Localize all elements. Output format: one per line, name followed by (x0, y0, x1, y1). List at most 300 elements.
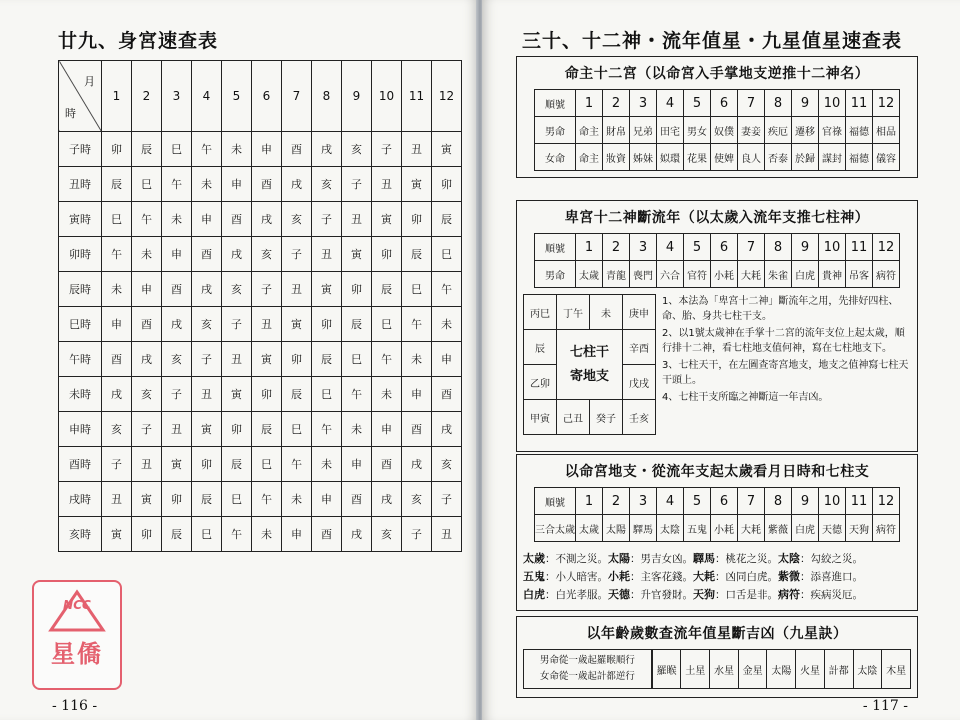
branch-cell: 寅 (312, 272, 342, 307)
branch-cell: 申 (102, 307, 132, 342)
branch-cell: 子 (132, 412, 162, 447)
order-number: 11 (846, 90, 873, 117)
san-he-table (534, 487, 900, 542)
female-palace-cell: 於歸 (792, 144, 819, 171)
branch-cell: 申 (282, 517, 312, 552)
branch-cell: 未 (432, 307, 462, 342)
hour-label: 未時 (59, 377, 102, 412)
branch-cell: 巳 (222, 482, 252, 517)
branch-cell: 卯 (372, 237, 402, 272)
branch-cell: 酉 (432, 377, 462, 412)
branch-cell: 子 (162, 377, 192, 412)
branch-cell: 子 (342, 167, 372, 202)
section-ming-palace (516, 56, 918, 178)
branch-cell: 丑 (282, 272, 312, 307)
branch-cell: 戌 (372, 482, 402, 517)
branch-cell: 午 (372, 342, 402, 377)
palace-explanation (517, 294, 917, 441)
meaning-line (523, 586, 911, 604)
nine-stars-table (652, 649, 911, 689)
order-number: 6 (711, 90, 738, 117)
branch-cell: 卯 (192, 447, 222, 482)
palace-cell: 丁午 (557, 295, 590, 330)
month-header: 6 (252, 61, 282, 132)
branch-cell: 未 (222, 132, 252, 167)
god-cell: 官符 (684, 261, 711, 288)
god-cell: 天狗 (846, 515, 873, 542)
month-header: 4 (192, 61, 222, 132)
branch-cell: 寅 (252, 342, 282, 377)
branch-cell: 戌 (192, 272, 222, 307)
palace-center (557, 330, 623, 400)
god-name: 驛馬 (693, 552, 715, 565)
female-palace-cell: 命主 (576, 144, 603, 171)
palace-cell: 乙卯 (524, 365, 557, 400)
note-item: 1、本法為「卑宮十二神」斷流年之用，先排好四柱、命、胎、身共七柱干支。 (662, 296, 899, 322)
rule-male: 男命從一歲起羅睺順行 (539, 655, 635, 666)
branch-cell: 申 (312, 482, 342, 517)
palace-cell: 己丑 (557, 400, 590, 435)
branch-cell: 丑 (102, 482, 132, 517)
nine-stars-row (517, 647, 917, 697)
branch-cell: 午 (312, 412, 342, 447)
branch-cell: 丑 (162, 412, 192, 447)
god-meaning: ：白光孝服。 (545, 589, 608, 601)
table-corner (59, 61, 102, 132)
branch-cell: 酉 (342, 482, 372, 517)
month-header: 5 (222, 61, 252, 132)
order-number: 7 (738, 234, 765, 261)
palace-cell: 未 (590, 295, 623, 330)
star-cell: 土星 (681, 650, 710, 689)
branch-cell: 丑 (132, 447, 162, 482)
god-cell: 喪門 (630, 261, 657, 288)
branch-cell: 申 (132, 272, 162, 307)
male-palace-cell: 男女 (684, 117, 711, 144)
section-nine-stars (516, 616, 918, 698)
branch-cell: 戌 (222, 237, 252, 272)
branch-cell: 卯 (432, 167, 462, 202)
star-cell: 羅睺 (652, 650, 681, 689)
branch-cell: 辰 (282, 377, 312, 412)
rule-female: 女命從一歲起計都逆行 (539, 671, 635, 682)
god-cell: 紫薇 (765, 515, 792, 542)
branch-cell: 寅 (162, 447, 192, 482)
branch-cell: 丑 (432, 517, 462, 552)
branch-cell: 午 (222, 517, 252, 552)
branch-cell: 午 (402, 307, 432, 342)
branch-cell: 午 (102, 237, 132, 272)
branch-cell: 子 (252, 272, 282, 307)
palace-cell: 庚申 (623, 295, 656, 330)
male-palace-cell: 財帛 (603, 117, 630, 144)
branch-cell: 未 (162, 202, 192, 237)
male-palace-cell: 疾厄 (765, 117, 792, 144)
branch-cell: 寅 (102, 517, 132, 552)
order-number: 2 (603, 488, 630, 515)
branch-cell: 辰 (372, 272, 402, 307)
god-meaning: ：凶同白虎。 (715, 571, 778, 583)
palace-cell: 丙巳 (524, 295, 557, 330)
branch-cell: 酉 (162, 272, 192, 307)
order-number: 1 (576, 488, 603, 515)
branch-cell: 巳 (372, 307, 402, 342)
branch-cell: 辰 (222, 447, 252, 482)
male-palace-cell: 妻妾 (738, 117, 765, 144)
branch-cell: 巳 (342, 342, 372, 377)
branch-cell: 未 (192, 167, 222, 202)
female-palace-cell: 儀容 (873, 144, 900, 171)
order-number: 12 (873, 234, 900, 261)
branch-cell: 子 (312, 202, 342, 237)
order-number: 2 (603, 234, 630, 261)
order-number: 7 (738, 90, 765, 117)
branch-cell: 酉 (402, 412, 432, 447)
note-item: 4、七柱干支所臨之神斷這一年吉凶。 (662, 392, 829, 403)
ming-palace-table (534, 89, 900, 171)
order-number: 4 (657, 488, 684, 515)
row-label: 男命 (535, 117, 576, 144)
male-palace-cell: 兄弟 (630, 117, 657, 144)
order-number: 8 (765, 488, 792, 515)
hour-label: 寅時 (59, 202, 102, 237)
palace-cell: 戊戌 (623, 365, 656, 400)
order-number: 1 (576, 234, 603, 261)
branch-cell: 戌 (342, 517, 372, 552)
row-label: 三合太歲 (535, 515, 576, 542)
hour-label: 子時 (59, 132, 102, 167)
hour-label: 申時 (59, 412, 102, 447)
god-name: 太陰 (778, 552, 800, 565)
god-cell: 六合 (657, 261, 684, 288)
order-number: 4 (657, 90, 684, 117)
god-name: 病符 (778, 588, 800, 601)
month-header: 10 (372, 61, 402, 132)
section-title: 以年齡歲數查流年值星斷吉凶（九星訣） (586, 626, 848, 642)
branch-cell: 寅 (132, 482, 162, 517)
stamp-ncc-text: NCC (63, 598, 91, 612)
branch-cell: 未 (342, 412, 372, 447)
branch-cell: 子 (102, 447, 132, 482)
stamp-name-text: 星僑 (51, 640, 103, 668)
branch-cell: 寅 (372, 202, 402, 237)
branch-cell: 申 (402, 377, 432, 412)
branch-cell: 未 (312, 447, 342, 482)
female-palace-cell: 妝資 (603, 144, 630, 171)
god-meaning: ：主客花錢。 (630, 571, 693, 583)
branch-cell: 酉 (102, 342, 132, 377)
god-cell: 驛馬 (630, 515, 657, 542)
branch-cell: 巳 (312, 377, 342, 412)
table-row (59, 132, 462, 167)
branch-cell: 辰 (162, 517, 192, 552)
branch-cell: 申 (162, 237, 192, 272)
hour-label: 午時 (59, 342, 102, 377)
god-cell: 病符 (873, 515, 900, 542)
god-cell: 青龍 (603, 261, 630, 288)
corner-hour-label: 時 (65, 107, 76, 120)
god-name: 天狗 (693, 588, 715, 601)
branch-cell: 寅 (282, 307, 312, 342)
branch-cell: 丑 (222, 342, 252, 377)
order-number: 9 (792, 488, 819, 515)
branch-cell: 戌 (282, 167, 312, 202)
branch-cell: 午 (192, 132, 222, 167)
branch-cell: 子 (192, 342, 222, 377)
right-page-title: 三十、十二神・流年值星・九星值星速查表 (522, 30, 903, 52)
branch-cell: 丑 (312, 237, 342, 272)
nine-stars-rule (523, 649, 652, 689)
branch-cell: 辰 (192, 482, 222, 517)
branch-cell: 卯 (252, 377, 282, 412)
branch-cell: 申 (342, 447, 372, 482)
branch-cell: 卯 (282, 342, 312, 377)
palace-cell: 辛酉 (623, 330, 656, 365)
note-item: 3、七柱天干，在左圖查寄宮地支，地支之值神寫七柱天干頭上。 (662, 360, 909, 386)
branch-cell: 丑 (342, 202, 372, 237)
order-number: 4 (657, 234, 684, 261)
meaning-line (523, 568, 911, 586)
hour-label: 丑時 (59, 167, 102, 202)
god-cell: 大耗 (738, 515, 765, 542)
order-number: 11 (846, 488, 873, 515)
god-meaning: ：小人暗害。 (545, 571, 608, 583)
male-palace-cell: 遷移 (792, 117, 819, 144)
branch-cell: 卯 (162, 482, 192, 517)
branch-cell: 戌 (132, 342, 162, 377)
branch-cell: 辰 (312, 342, 342, 377)
branch-cell: 卯 (222, 412, 252, 447)
branch-cell: 亥 (282, 202, 312, 237)
branch-cell: 子 (402, 517, 432, 552)
god-meaning: ：男吉女凶。 (630, 553, 693, 565)
branch-cell: 丑 (252, 307, 282, 342)
note-item: 2、以1號太歲神在手掌十二宮的流年支位上起太歲，順行排十二神，看七柱地支值何神，寫在七柱地支下。 (662, 328, 905, 354)
branch-cell: 酉 (252, 167, 282, 202)
row-label: 順號 (535, 90, 576, 117)
branch-cell: 申 (432, 342, 462, 377)
section-pei-palace (516, 200, 918, 452)
palace-center-line1: 七柱干 (569, 344, 609, 360)
branch-cell: 申 (222, 167, 252, 202)
god-name: 天德 (608, 588, 630, 601)
branch-cell: 酉 (282, 132, 312, 167)
order-number: 10 (819, 90, 846, 117)
god-meaning: ：桃花之災。 (715, 553, 778, 565)
order-number: 3 (630, 488, 657, 515)
god-name: 小耗 (608, 570, 630, 583)
god-cell: 小耗 (711, 515, 738, 542)
branch-cell: 巳 (102, 202, 132, 237)
branch-cell: 酉 (192, 237, 222, 272)
month-header: 9 (342, 61, 372, 132)
section-title: 命主十二宮（以命宮入手掌地支逆推十二神名） (564, 66, 870, 82)
order-number: 5 (684, 90, 711, 117)
order-number: 6 (711, 488, 738, 515)
branch-cell: 午 (252, 482, 282, 517)
branch-cell: 酉 (312, 517, 342, 552)
branch-cell: 戌 (312, 132, 342, 167)
branch-cell: 子 (432, 482, 462, 517)
month-header: 8 (312, 61, 342, 132)
branch-cell: 申 (252, 132, 282, 167)
branch-cell: 酉 (222, 202, 252, 237)
branch-cell: 辰 (402, 237, 432, 272)
god-meaning: ：不測之災。 (545, 553, 608, 565)
branch-cell: 寅 (342, 237, 372, 272)
male-palace-cell: 相品 (873, 117, 900, 144)
branch-cell: 戌 (432, 412, 462, 447)
branch-cell: 午 (282, 447, 312, 482)
hour-label: 巳時 (59, 307, 102, 342)
branch-cell: 戌 (162, 307, 192, 342)
female-palace-cell: 使婢 (711, 144, 738, 171)
order-number: 9 (792, 90, 819, 117)
male-palace-cell: 福德 (846, 117, 873, 144)
row-label: 女命 (535, 144, 576, 171)
male-palace-cell: 官祿 (819, 117, 846, 144)
god-meaning: ：升官發財。 (630, 589, 693, 601)
hour-label: 戌時 (59, 482, 102, 517)
male-palace-cell: 命主 (576, 117, 603, 144)
branch-cell: 未 (282, 482, 312, 517)
branch-cell: 巳 (402, 272, 432, 307)
right-page-number: - 117 - (862, 698, 908, 714)
palace-cell: 壬亥 (623, 400, 656, 435)
order-number: 5 (684, 488, 711, 515)
star-cell: 金星 (738, 650, 767, 689)
ncc-stamp-logo (32, 580, 122, 690)
branch-cell: 辰 (252, 412, 282, 447)
branch-cell: 酉 (372, 447, 402, 482)
god-name: 太歲 (523, 552, 545, 565)
branch-cell: 酉 (132, 307, 162, 342)
order-number: 1 (576, 90, 603, 117)
branch-cell: 寅 (402, 167, 432, 202)
branch-cell: 未 (252, 517, 282, 552)
branch-cell: 巳 (432, 237, 462, 272)
branch-cell: 戌 (102, 377, 132, 412)
god-name: 大耗 (693, 570, 715, 583)
god-name: 白虎 (523, 588, 545, 601)
month-header: 3 (162, 61, 192, 132)
body-palace-table (58, 60, 462, 552)
palace-cell: 辰 (524, 330, 557, 365)
row-label: 男命 (535, 261, 576, 288)
month-header: 11 (402, 61, 432, 132)
branch-cell: 寅 (222, 377, 252, 412)
branch-cell: 亥 (132, 377, 162, 412)
star-cell: 太陽 (767, 650, 796, 689)
branch-cell: 午 (132, 202, 162, 237)
order-number: 11 (846, 234, 873, 261)
table-row (59, 342, 462, 377)
section-san-he (516, 454, 918, 611)
branch-cell: 巳 (132, 167, 162, 202)
hour-label: 卯時 (59, 237, 102, 272)
branch-cell: 丑 (192, 377, 222, 412)
god-cell: 天德 (819, 515, 846, 542)
star-cell: 水星 (710, 650, 739, 689)
branch-cell: 卯 (132, 517, 162, 552)
branch-cell: 未 (402, 342, 432, 377)
month-header: 12 (432, 61, 462, 132)
order-number: 3 (630, 90, 657, 117)
left-page-number: - 116 - (52, 698, 98, 714)
god-meanings (517, 548, 917, 610)
branch-cell: 亥 (222, 272, 252, 307)
female-palace-cell: 花果 (684, 144, 711, 171)
branch-cell: 辰 (432, 202, 462, 237)
palace-cell: 癸子 (590, 400, 623, 435)
hand-palace-diagram (523, 294, 656, 435)
branch-cell: 戌 (252, 202, 282, 237)
table-row (59, 272, 462, 307)
god-cell: 太歲 (576, 261, 603, 288)
branch-cell: 未 (102, 272, 132, 307)
branch-cell: 亥 (402, 482, 432, 517)
female-palace-cell: 姒環 (657, 144, 684, 171)
order-number: 5 (684, 234, 711, 261)
god-cell: 太陰 (657, 515, 684, 542)
god-cell: 白虎 (792, 515, 819, 542)
order-number: 3 (630, 234, 657, 261)
branch-cell: 未 (372, 377, 402, 412)
row-label: 順號 (535, 488, 576, 515)
branch-cell: 亥 (312, 167, 342, 202)
order-number: 12 (873, 90, 900, 117)
palace-cell: 甲寅 (524, 400, 557, 435)
branch-cell: 丑 (372, 167, 402, 202)
female-palace-cell: 良人 (738, 144, 765, 171)
branch-cell: 亥 (432, 447, 462, 482)
branch-cell: 丑 (402, 132, 432, 167)
god-cell: 太歲 (576, 515, 603, 542)
order-number: 10 (819, 488, 846, 515)
month-header: 1 (102, 61, 132, 132)
god-cell: 病符 (873, 261, 900, 288)
branch-cell: 亥 (372, 517, 402, 552)
month-header: 2 (132, 61, 162, 132)
branch-cell: 子 (222, 307, 252, 342)
hour-label: 辰時 (59, 272, 102, 307)
order-number: 8 (765, 90, 792, 117)
star-cell: 火星 (796, 650, 825, 689)
table-row (59, 167, 462, 202)
branch-cell: 子 (282, 237, 312, 272)
god-cell: 吊客 (846, 261, 873, 288)
branch-cell: 亥 (252, 237, 282, 272)
meaning-line (523, 550, 911, 568)
god-meaning: ：勾絞之災。 (800, 553, 863, 565)
branch-cell: 辰 (102, 167, 132, 202)
star-cell: 計都 (824, 650, 853, 689)
hour-label: 亥時 (59, 517, 102, 552)
section-title: 卑宮十二神斷流年（以太歲入流年支推七柱神） (564, 210, 870, 226)
branch-cell: 亥 (162, 342, 192, 377)
table-row (59, 482, 462, 517)
branch-cell: 卯 (102, 132, 132, 167)
table-row (59, 202, 462, 237)
female-palace-cell: 姊妹 (630, 144, 657, 171)
god-cell: 白虎 (792, 261, 819, 288)
god-name: 五鬼 (523, 570, 545, 583)
branch-cell: 子 (372, 132, 402, 167)
branch-cell: 申 (372, 412, 402, 447)
branch-cell: 辰 (132, 132, 162, 167)
god-meaning: ：口舌是非。 (715, 589, 778, 601)
branch-cell: 辰 (342, 307, 372, 342)
